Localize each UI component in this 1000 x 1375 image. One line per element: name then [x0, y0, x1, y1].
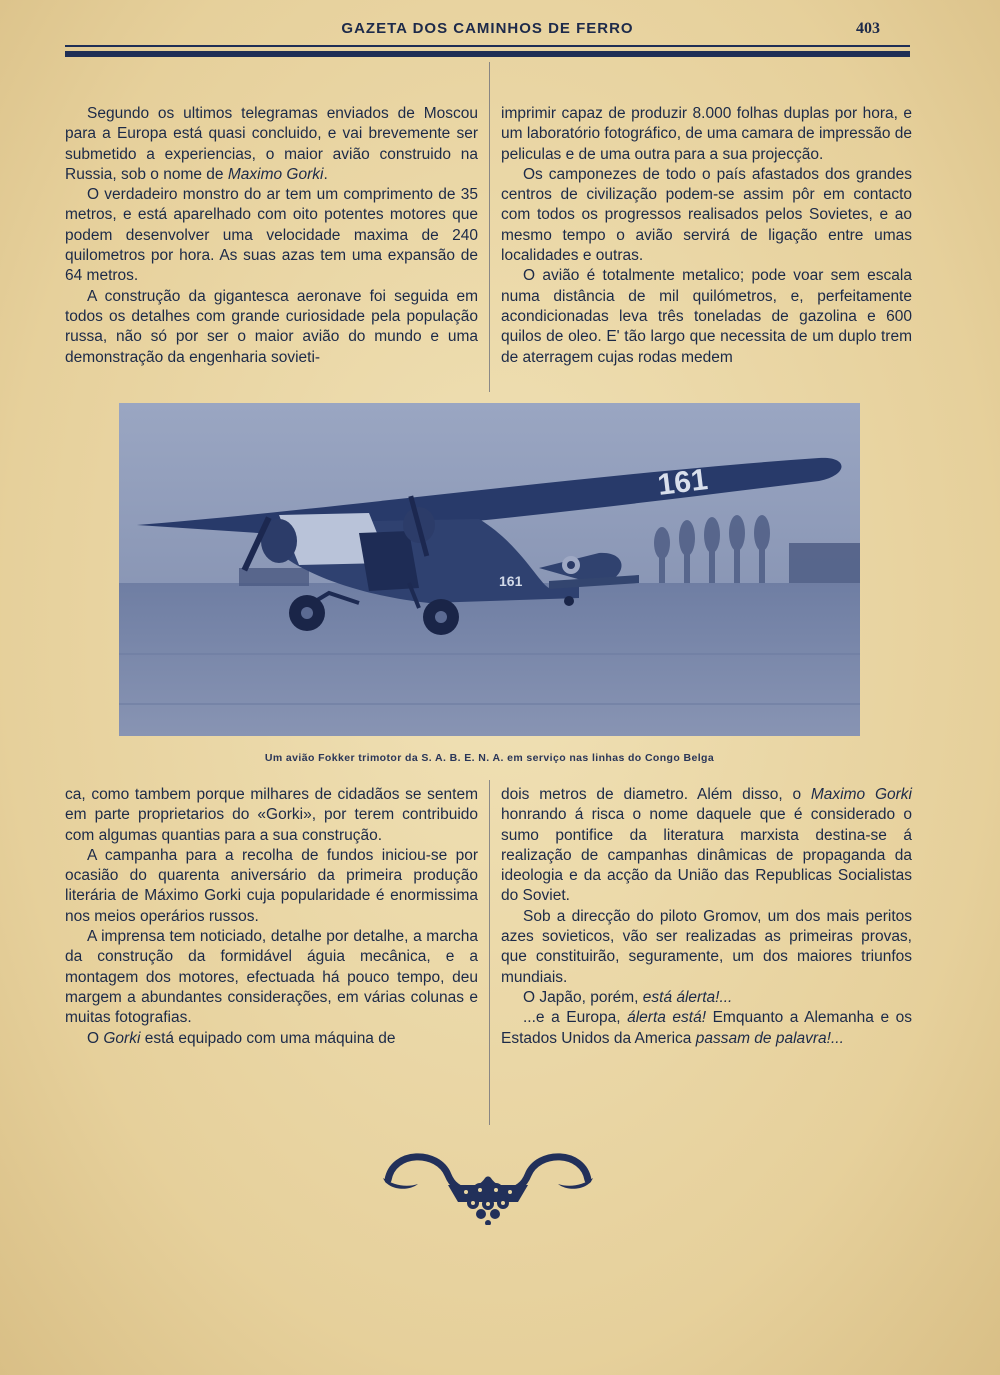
decorative-ornament	[378, 1140, 598, 1225]
article-column-upper-right	[501, 104, 912, 368]
text-run: Segundo os ultimos telegramas enviados de Moscou para a Europa está quasi concluido, e vai brevemente ser submetido a experiencias, o maior avião construido na Russia, sob o nome de	[65, 105, 478, 183]
italic-text: álerta está!	[627, 1009, 707, 1027]
text-run: ...e a Europa,	[523, 1009, 628, 1027]
text-run: O avião é totalmente metalico; pode voar sem escala numa distância de mil quilómetros, e, perfeitamente acondicionadas leva três toneladas de gazolina e 600 quilos de oleo. E' tão largo que necessita de um duplo trem de aterragem cujas rodas medem	[501, 267, 912, 366]
header-rule-thick	[65, 51, 910, 57]
text-run: ca, como tambem porque milhares de cidadãos se sentem em parte proprietarios do «Gorki», por terem contribuido com algumas quantias para a sua construção.	[65, 786, 478, 844]
text-run: honrando á risca o nome daquele que é considerado o sumo pontifice da literatura marxista destina-se á realização de campanhas dinâmicas de propaganda da ideologia e da acção da União das Republicas Socialistas do Soviet.	[501, 806, 912, 905]
photo-caption: Um avião Fokker trimotor da S. A. B. E. N. A. em serviço nas linhas do Congo Belga	[264, 752, 715, 764]
text-run: O	[87, 1029, 104, 1047]
paragraph	[501, 785, 912, 907]
italic-text: Maximo Gorki	[810, 786, 912, 803]
wing-marking: 161	[655, 463, 710, 502]
italic-text: está álerta!...	[642, 988, 733, 1006]
paragraph	[501, 988, 912, 1008]
italic-text: Maximo Gorki	[227, 165, 324, 183]
text-run: A imprensa tem noticiado, detalhe por detalhe, a marcha da construção da formidável águia mecânica, e a montagem dos motores, efectuada há pouco tempo, deu margem a abundantes considerações, em várias colunas e muitas fotografias.	[65, 928, 478, 1027]
text-run: A campanha para a recolha de fundos iniciou-se por ocasião do quarenta aniversário da primeira produção literária de Máximo Gorki cuja popularidade é enormissima nos meios operários russos.	[65, 846, 478, 925]
paragraph	[501, 907, 912, 988]
aircraft-photo	[119, 403, 860, 736]
text-run: imprimir capaz de produzir 8.000 folhas duplas por hora, e um laboratório fotográfico, de uma camara de impressão de peliculas e de uma outra para a sua projecção.	[501, 105, 912, 163]
column-divider-lower	[489, 780, 490, 1125]
paragraph	[65, 846, 478, 927]
text-run: Emquanto a Alemanha e os Estados Unidos da America	[501, 1009, 913, 1047]
publication-title: GAZETA DOS CAMINHOS DE FERRO	[341, 20, 634, 37]
paragraph	[501, 1008, 912, 1049]
text-run: .	[323, 165, 328, 183]
text-run: Os camponezes de todo o país afastados dos grandes centros de civilização podem-se assim pôr em contacto com todos os progressos realisados pelos Sovietes, e ao mesmo tempo o avião servirá de ligação entre umas localidades e outras.	[501, 165, 912, 265]
page-header	[65, 18, 910, 40]
paragraph	[65, 1029, 478, 1049]
text-run: está equipado com uma máquina de	[140, 1029, 396, 1047]
article-column-upper-left	[65, 104, 478, 368]
paragraph	[501, 165, 912, 266]
paragraph	[65, 785, 478, 846]
italic-text: passam de palavra!...	[695, 1029, 844, 1047]
text-run: A construção da gigantesca aeronave foi seguida em todos os detalhes com grande curiosidade pela população russa, não só por ser o maior avião do mundo e uma demonstração da engenharia sovieti-	[65, 287, 478, 366]
text-run: dois metros de diametro. Além disso, o	[501, 786, 811, 803]
text-run: O Japão, porém,	[523, 988, 643, 1006]
paragraph	[65, 104, 478, 185]
header-rule-thin	[65, 45, 910, 47]
page-number: 403	[856, 20, 880, 37]
paragraph	[501, 266, 912, 367]
paragraph	[65, 185, 478, 286]
paragraph	[65, 927, 478, 1028]
text-run: Sob a direcção do piloto Gromov, um dos mais peritos azes sovieticos, vão ser realizadas as primeiras provas, que constituirão, seguramente, um dos maiores triunfos mundiais.	[501, 907, 912, 986]
text-run: O verdadeiro monstro do ar tem um comprimento de 35 metros, e está aparelhado com oito potentes motores que podem desenvolver uma velocidade maxima de 240 quilometros por hora. As suas azas tem uma expansão de 64 metros.	[65, 186, 478, 285]
column-divider-upper	[489, 62, 490, 392]
paragraph	[65, 287, 478, 368]
italic-text: Gorki	[103, 1029, 141, 1047]
article-column-lower-left	[65, 785, 478, 1049]
fuselage-marking: 161	[499, 573, 523, 589]
article-column-lower-right	[501, 785, 912, 1049]
paragraph	[501, 104, 912, 165]
